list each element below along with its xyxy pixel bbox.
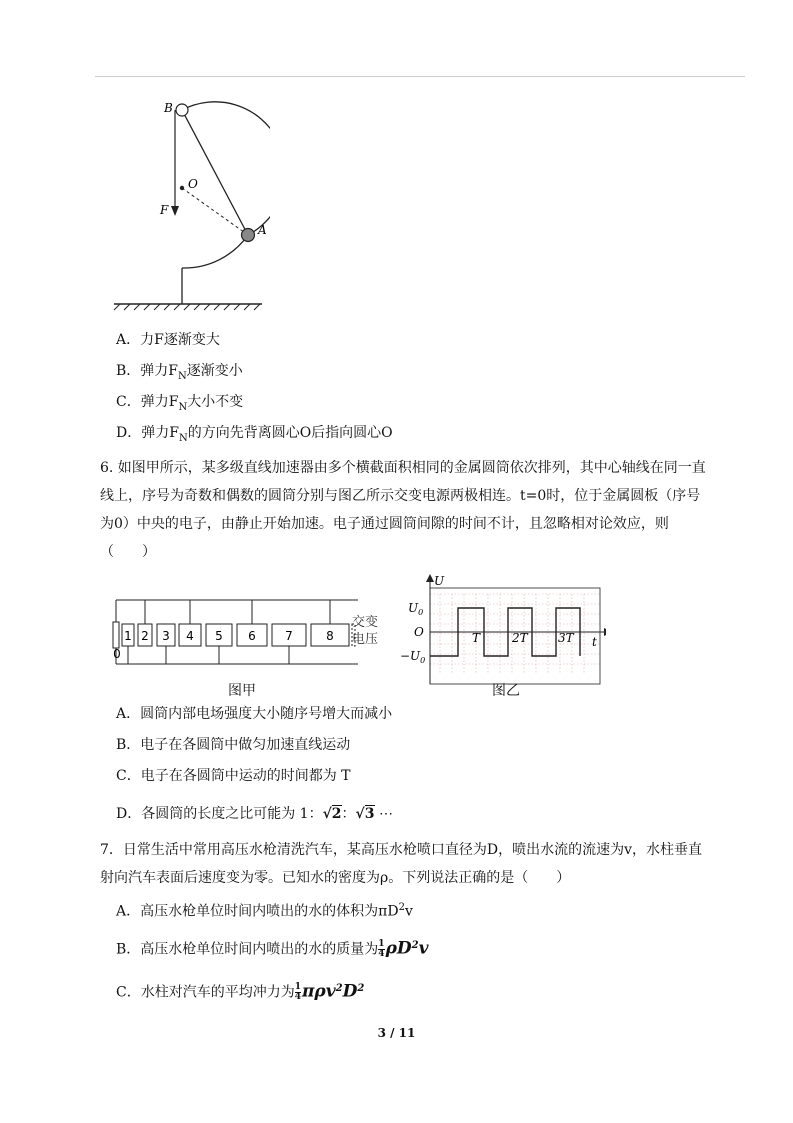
neg-u0-label: $-U_0$ <box>400 649 426 665</box>
plate-0-label: 0 <box>113 647 121 661</box>
q6-option-c[interactable]: C．电子在各圆筒中运动的时间都为 T <box>116 768 351 784</box>
label-a: A <box>258 223 267 237</box>
q7-option-a[interactable]: A．高压水枪单位时间内喷出的水的体积为$\pi D^2v$ <box>116 902 413 920</box>
tube-3-label: 3 <box>162 629 170 643</box>
tick-t: T <box>472 631 481 645</box>
label-b: B <box>164 101 173 115</box>
q7-stem: 7．日常生活中常用高压水枪清洗汽车，某高压水枪喷口直径为D，喷出水流的流速为v，水柱垂直射向汽车表面后速度变为零。已知水的密度为ρ。下列说法正确的是（ ） <box>100 842 703 886</box>
axis-t-label: t <box>592 635 597 649</box>
tick-2t: 2T <box>512 631 528 645</box>
q7-option-c[interactable]: C．水柱对汽车的平均冲力为 $\frac{1}{4}$ $\pi\rho v^2D^2$ <box>116 981 365 1003</box>
q5-option-d[interactable]: D．弹力$F_N$的方向先背离圆心O后指向圆心O <box>116 425 393 444</box>
ac-source-label: 交变 电压 <box>352 615 379 647</box>
tick-3t: 3T <box>558 631 574 645</box>
tube-8-label: 8 <box>326 629 334 643</box>
tube-1-label: 1 <box>124 629 132 643</box>
caption-jia: 图甲 <box>228 683 256 699</box>
q5-option-a[interactable]: A．力F逐渐变大 <box>116 332 220 348</box>
tube-2-label: 2 <box>141 629 149 643</box>
tube-6-label: 6 <box>248 629 256 643</box>
fraction: $\frac{1}{4}$ <box>294 982 301 1003</box>
q5-option-c[interactable]: C．弹力$F_N$大小不变 <box>116 394 244 413</box>
fraction: $\frac{1}{4}$ <box>378 939 385 960</box>
origin-label: O <box>414 625 424 639</box>
tube-4-label: 4 <box>186 629 194 643</box>
label-f: F <box>160 203 169 217</box>
accelerator-figure <box>108 574 358 694</box>
ball-a <box>242 229 255 242</box>
page-number: 3 / 11 <box>377 1026 416 1040</box>
tube-5-label: 5 <box>215 629 223 643</box>
semicircle-figure <box>110 96 270 316</box>
pulley-b <box>176 104 188 116</box>
label-o: O <box>188 177 198 191</box>
header-rule <box>95 76 745 77</box>
q6-stem: 6. 如图甲所示，某多级直线加速器由多个横截面积相同的金属圆筒依次排列，其中心轴线在同一直线上，序号为奇数和偶数的圆筒分别与图乙所示交变电源两极相连。t=0时，位于金属圆板（序号为0）中央的电子，由静止开始加速。电子通过圆筒间隙的时间不计，且忽略相对论效应，则（ ） <box>100 460 706 560</box>
q6-option-a[interactable]: A．圆筒内部电场强度大小随序号增大而减小 <box>116 706 393 722</box>
q6-option-b[interactable]: B．电子在各圆筒中做匀加速直线运动 <box>116 737 351 753</box>
axis-u-label: U <box>434 574 445 588</box>
caption-yi: 图乙 <box>492 683 520 699</box>
square-wave-graph <box>400 574 606 694</box>
u0-label: $U_0$ <box>408 601 424 617</box>
tube-7-label: 7 <box>285 629 293 643</box>
q6-option-d[interactable]: D．各圆筒的长度之比可能为 1：√2：√3 ⋯ <box>116 806 393 822</box>
q5-option-b[interactable]: B．弹力$F_N$逐渐变小 <box>116 363 243 382</box>
q7-option-b[interactable]: B．高压水枪单位时间内喷出的水的质量为 $\frac{1}{4}$ $\rho D^2v$ <box>116 938 429 960</box>
